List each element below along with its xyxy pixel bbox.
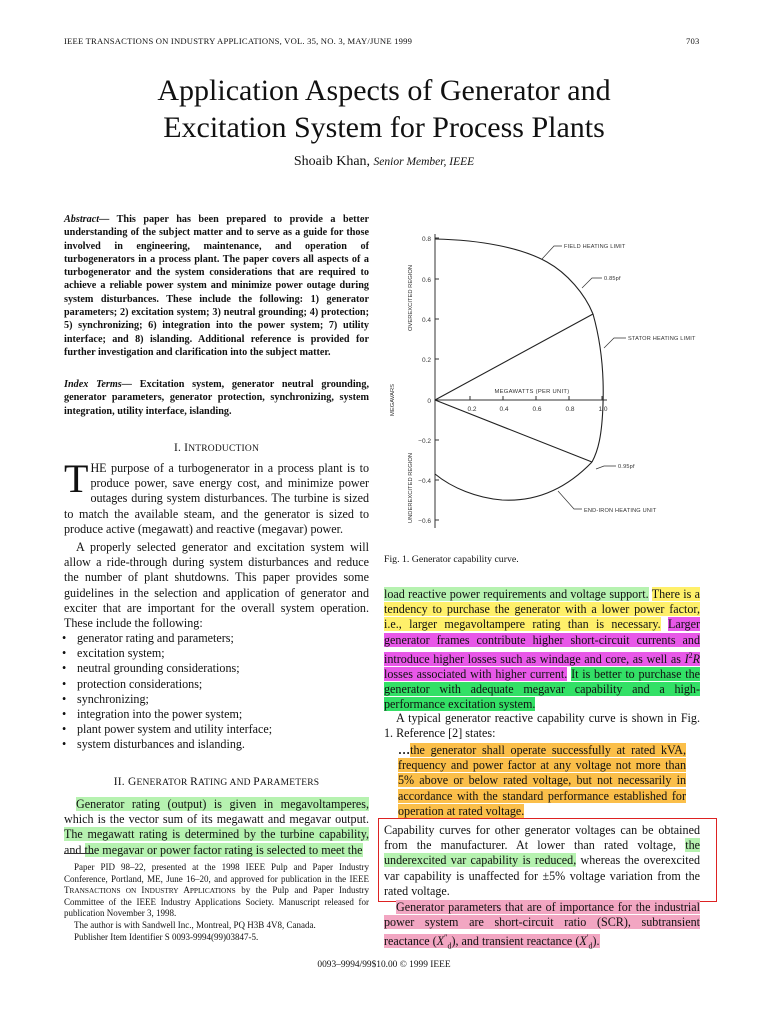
highlight-bright-green: It is better to purchase the generator with adequate megavar capability and a high-performance excitation system. [384,667,700,712]
y-label-underexcited: UNDEREXCITED REGION [408,452,414,524]
x-tick-label: 0.6 [532,406,542,413]
x-tick-label: 0.4 [499,406,509,413]
highlight-green: the megavar or power factor rating is selected to meet the [84,842,363,857]
annotation-095pf: 0.95pf [618,464,635,470]
highlight-yellow: There is a tendency to purchase the generator with a lower power factor, i.e., larger megavoltampere rating than is necessary. [384,587,700,632]
capability-curve-figure [382,226,712,546]
annotation-end-iron-heating: END-IRON HEATING UNIT [584,508,657,514]
x-tick-label: 0.2 [467,406,477,413]
list-item: • protection considerations; [62,677,272,692]
generator-rating-paragraph: Generator rating (output) is given in megavoltamperes, which is the vector sum of its megawatt and megavar output. The megawatt rating is determined by the turbine capability, and the megavar or power factor rating is selected to meet the [64,797,369,857]
callout-leader [558,491,582,509]
highlight-green: load reactive power requirements and voltage support. [384,587,649,601]
x-tick-label: 1.0 [598,406,608,413]
footnote-rule [64,853,94,854]
drop-cap: T [64,456,89,501]
abstract: Abstract— This paper has been prepared to provide a better understanding of the subject matter and to serve as a guide for those involved in engineering, maintenance, and operation of turbogenerators in a process plant. The paper covers all aspects of a turbogenerator and the system considerations that are required to achieve a reliable power system and minimize power outage during system disturbances. These include the following: 1) generator parameters; 2) excitation system; 3) neutral grounding; 4) protection; 5) synchronizing; 6) integration into the power system; 7) utility interface; and 8) islanding. Additional reference is provided for further investigation and clarification into the subject matter. [64,214,369,358]
y-label-overexcited: OVEREXCITED REGION [408,264,414,332]
page-number: 703 [686,36,700,46]
highlight-orange: the generator shall operate successfully at rated kVA, frequency and power factor at any voltage not more than 5% above or below rated voltage, but not necessarily in accordance with the standard performance established for operation at rated voltage. [398,743,686,818]
y-tick-label: 0.6 [421,277,431,284]
right-paragraph-3: Capability curves for other generator voltages can be obtained from the manufacturer. At lower than rated voltage, the underexcited var capability is reduced, whereas the overexcited var capability is unaffected for ±5% voltage variation from the rated voltage. [384,823,700,898]
x-tick-label: 0.8 [565,406,575,413]
section-heading-generator-rating: II. GENERATOR RATING AND PARAMETERS [113,776,320,788]
index-terms-label: Index Terms— [64,379,132,390]
list-item: • generator rating and parameters; [62,631,272,646]
y-tick-label: −0.2 [418,438,431,445]
callout-leader [604,338,626,348]
y-tick-marks [435,238,439,520]
list-item: • excitation system; [62,646,272,661]
x-tick-marks [470,396,602,400]
list-item: • system disturbances and islanding. [62,737,272,752]
right-paragraph-2: A typical generator reactive capability curve is shown in Fig. 1. Reference [2] states: [384,711,700,741]
callout-leader [542,246,562,259]
annotation-stator-heating-limit: STATOR HEATING LIMIT [628,336,696,342]
standard-quote: …the generator shall operate successfully at rated kVA, frequency and power factor at any voltage not more than 5% above or below rated voltage, but not necessarily in accordance with the standard performance established for operation at rated voltage. [398,743,686,818]
intro-paragraph-1: THE purpose of a turbogenerator in a process plant is to produce power, save energy cost, and minimize power outages during system disturbances. The turbine is sized to match the available steam, and the generator is sized to produce active (megawatt) and reactive (megavar) power. [64,456,369,536]
list-item: • plant power system and utility interface; [62,722,272,737]
x-axis-label: MEGAWATTS (PER UNIT) [494,389,570,395]
y-tick-label: −0.4 [418,478,431,485]
end-iron-heating-curve [435,462,592,500]
paper-title: Application Aspects of Generator and Excitation System for Process Plants [157,74,611,144]
callout-leader [596,466,616,469]
y-tick-label: −0.6 [418,518,431,525]
right-paragraph-1 [384,587,700,713]
highlight-green: Generator rating (output) is given in megavoltamperes, [76,797,369,811]
list-item: • synchronizing; [62,692,272,707]
list-item: • neutral grounding considerations; [62,661,272,676]
highlight-green: the underexcited var capability is reduced, [384,838,700,868]
running-header: IEEE TRANSACTIONS ON INDUSTRY APPLICATIONS, VOL. 35, NO. 3, MAY/JUNE 1999 [64,36,413,46]
section-heading-introduction: I. INTRODUCTION [173,442,260,454]
stator-heating-limit-curve [592,314,603,462]
author-line [0,154,768,170]
y-tick-label: 0.2 [421,357,431,364]
list-item: • integration into the power system; [62,707,272,722]
y-tick-label: 0 [427,398,431,405]
index-terms: Index Terms— Excitation system, generator neutral grounding, generator parameters, generator protection, synchronizing, system integration, utility interface, islanding. [64,379,369,417]
y-label-megavars: MEGAVARS [390,384,396,416]
pf-085-line [435,314,593,400]
abstract-label: Abstract— [64,214,110,225]
copyright-line: 0093–9994/99$10.00 © 1999 IEEE [317,960,451,970]
highlight-pink: Generator parameters that are of importance for the industrial power system are short-circuit ratio (SCR), subtransient reactance $(X''_d)$, and transient reactance $(X'_d)$. [384,900,700,951]
annotation-field-heating-limit: FIELD HEATING LIMIT [564,244,626,250]
y-tick-label: 0.4 [421,317,431,324]
figure-caption: Fig. 1. Generator capability curve. [384,554,519,565]
footnote: Paper PID 98–22, presented at the 1998 IEEE Pulp and Paper Industry Conference, Portland, ME, June 16–20, and approved for publication in the IEEE TRANSACTIONS ON INDUSTRY APPLICATIONS by the Pulp and Paper Industry Committee of the IEEE Industry Applications Society. Manuscript released for publication November 3, 1998. The author is with Sandwell Inc., Montreal, PQ H3B 4V8, Canada. Publisher Item Identifier S 0093-9994(99)03847-5. [64,862,369,942]
author-role: Senior Member, IEEE [373,156,475,168]
author-name: Shoaib Khan, [293,154,371,169]
highlight-green: The megawatt rating is determined by the turbine capability, [64,827,369,842]
highlight-magenta: Larger generator frames contribute higher short-circuit currents and introduce higher losses such as windage and core, as well as $I^2R$ losses associated with higher current. [384,617,700,682]
right-paragraph-4 [384,900,700,954]
annotation-085pf: 0.85pf [604,276,621,282]
y-tick-label: 0.8 [421,236,431,243]
callout-leader [582,278,602,288]
topic-list [62,631,272,753]
intro-paragraph-2: A properly selected generator and excitation system will allow a ride-through during system disturbances and reduce the number of plant shutdowns. This paper provides some guidelines in the selection and application of generator and exciter that are important for the overall system operation. These include the following: [64,540,369,631]
field-heating-limit-curve [435,239,593,314]
